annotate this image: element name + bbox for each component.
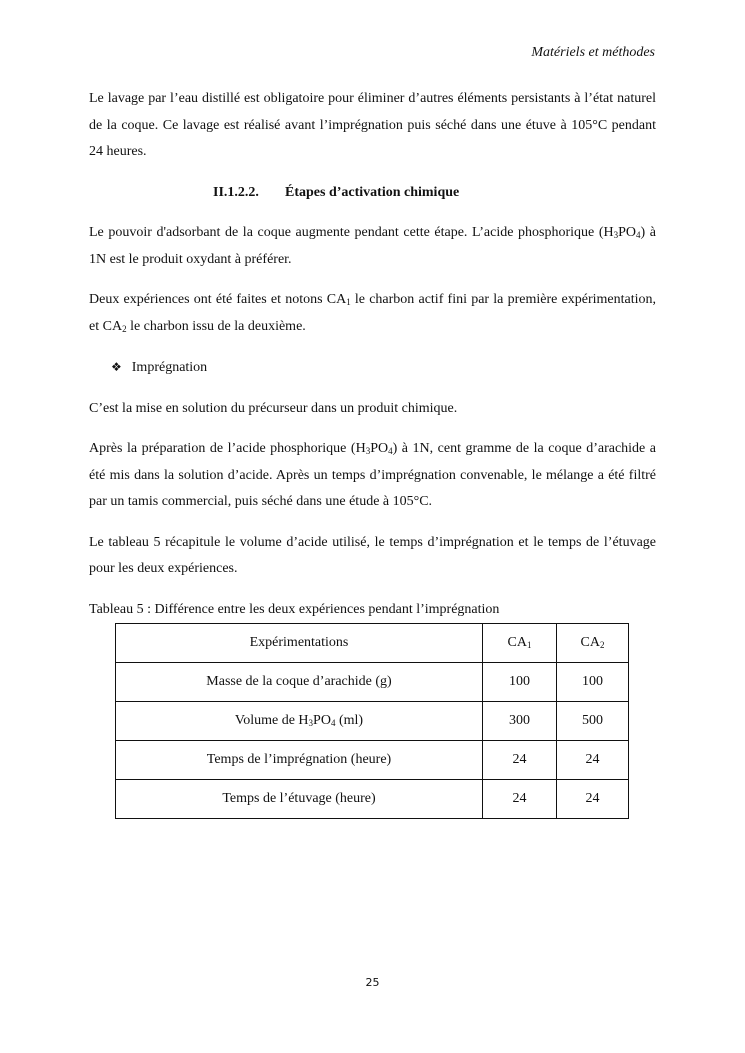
cell-ca2: 24	[557, 780, 629, 819]
page-number: 25	[365, 976, 380, 989]
cell-ca1: 24	[483, 741, 557, 780]
data-table	[115, 623, 629, 819]
subscript: 4	[636, 230, 641, 240]
header-ca1	[483, 624, 557, 663]
text-run: PO	[370, 441, 389, 456]
table-row	[116, 702, 629, 741]
text-run: (ml)	[335, 712, 364, 728]
subscript: 3	[365, 446, 371, 456]
subscript: 2	[599, 639, 605, 650]
row-label: Masse de la coque d’arachide (g)	[116, 663, 483, 702]
section-number: II.1.2.2.	[213, 184, 259, 200]
header-ca2	[557, 624, 629, 663]
row-label	[116, 702, 483, 741]
text-run: Volume de H	[234, 712, 309, 728]
text-run: ) à 1N, cent gramme de la coque d’arachide a été mis dans la solution d’acide. Après un temps d’imprégnation convenable, le mélange a été filtré par un tamis commercial, puis séché dans une étude à 105°C.	[89, 441, 656, 509]
subscript: 3	[308, 717, 314, 728]
subscript: 4	[388, 446, 393, 456]
running-header: Matériels et méthodes	[531, 45, 655, 60]
cell-ca2: 100	[557, 663, 629, 702]
table-row	[116, 663, 629, 702]
table-row	[116, 780, 629, 819]
subscript: 3	[613, 230, 619, 240]
subscript: 2	[122, 323, 127, 334]
text-run: le charbon actif fini par la première expérimentation, et CA	[89, 292, 656, 334]
text-run: ) à 1N est le produit oxydant à préférer.	[89, 225, 656, 267]
paragraph-activation	[89, 220, 656, 273]
paragraph-preparation	[89, 436, 656, 516]
section-title: Étapes d’activation chimique	[285, 184, 460, 200]
paragraph-table-intro: Le tableau 5 récapitule le volume d’acide utilisé, le temps d’imprégnation et le temps de l’étuvage pour les deux expériences.	[89, 534, 656, 576]
section-heading	[89, 180, 656, 207]
text-run: PO	[618, 225, 637, 240]
paragraph-washing: Le lavage par l’eau distillé est obligatoire pour éliminer d’autres éléments persistants à l’état naturel de la coque. Ce lavage est réalisé avant l’imprégnation puis séché dans une étuve à 105°C pendant 24 heures.	[89, 91, 656, 159]
subscript: 1	[526, 639, 532, 650]
table-caption: Tableau 5 : Différence entre les deux expériences pendant l’imprégnation	[89, 601, 500, 617]
text-run: Après la préparation de l’acide phosphorique (H	[89, 441, 366, 456]
text-run: CA	[580, 634, 600, 650]
bullet-impregnation	[111, 354, 656, 382]
text-run: CA	[507, 634, 527, 650]
header-experimentations: Expérimentations	[116, 624, 483, 663]
text-run: le charbon issu de la deuxième.	[126, 318, 306, 334]
diamond-bullet-icon: ❖	[111, 360, 122, 374]
paragraph-experiments	[89, 287, 656, 340]
bullet-label: Imprégnation	[131, 360, 208, 375]
subscript: 4	[330, 717, 336, 728]
row-label: Temps de l’imprégnation (heure)	[116, 741, 483, 780]
cell-ca1: 100	[483, 663, 557, 702]
cell-ca1: 300	[483, 702, 557, 741]
cell-ca1: 24	[483, 780, 557, 819]
cell-ca2: 24	[557, 741, 629, 780]
page-content	[89, 86, 656, 819]
subscript: 1	[346, 297, 351, 307]
cell-ca2: 500	[557, 702, 629, 741]
text-run: PO	[313, 712, 331, 728]
text-run: Le pouvoir d'adsorbant de la coque augmente pendant cette étape. L’acide phosphorique (H	[89, 225, 614, 240]
table-header-row	[116, 624, 629, 663]
table-row	[116, 741, 629, 780]
row-label: Temps de l’étuvage (heure)	[116, 780, 483, 819]
text-run: Deux expériences ont été faites et notons CA	[89, 292, 347, 307]
paragraph-definition: C’est la mise en solution du précurseur dans un produit chimique.	[89, 400, 458, 416]
